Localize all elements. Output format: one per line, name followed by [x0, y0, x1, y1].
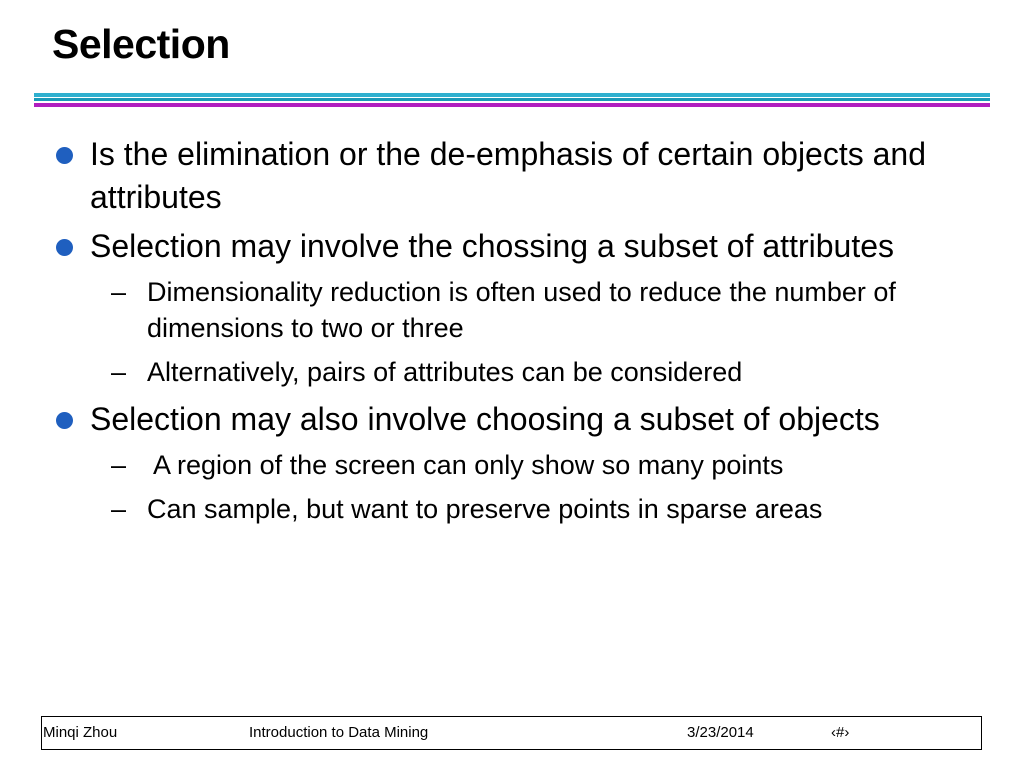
sub-bullet-text: Alternatively, pairs of attributes can be considered	[147, 357, 743, 387]
bullet-item	[56, 398, 986, 441]
title-rule-teal-dark	[34, 98, 990, 101]
dash-marker: –	[111, 357, 127, 387]
title-rule-teal	[34, 93, 990, 97]
sub-bullet-item	[56, 491, 986, 527]
sub-bullet-text: Can sample, but want to preserve points in sparse areas	[147, 494, 823, 524]
footer-page-number: ‹#›	[831, 724, 850, 741]
title-rule-magenta	[34, 103, 990, 107]
sub-bullet-text: Dimensionality reduction is often used to reduce the number of dimensions to two or three	[147, 277, 896, 343]
sub-bullet-text: A region of the screen can only show so many points	[147, 450, 784, 480]
bullet-text: Selection may involve the chossing a subset of attributes	[90, 228, 894, 264]
sub-bullet-item	[56, 274, 986, 346]
bullet-text: Selection may also involve choosing a subset of objects	[90, 401, 880, 437]
footer-author: Minqi Zhou	[43, 724, 118, 741]
bullet-dot-icon	[56, 239, 73, 256]
bullet-dot-icon	[56, 412, 73, 429]
bullet-item	[56, 133, 986, 219]
footer-course: Introduction to Data Mining	[249, 724, 429, 741]
footer-date: 3/23/2014	[687, 724, 754, 741]
slide-body	[56, 133, 986, 535]
bullet-dot-icon	[56, 147, 73, 164]
dash-marker: –	[111, 450, 127, 480]
slide-title: Selection	[52, 21, 230, 67]
dash-marker: –	[111, 277, 127, 307]
dash-marker: –	[111, 494, 127, 524]
sub-bullet-item	[56, 354, 986, 390]
slide-footer	[41, 716, 982, 750]
bullet-text: Is the elimination or the de-emphasis of certain objects and attributes	[90, 136, 927, 215]
bullet-item	[56, 225, 986, 268]
sub-bullet-item	[56, 447, 986, 483]
